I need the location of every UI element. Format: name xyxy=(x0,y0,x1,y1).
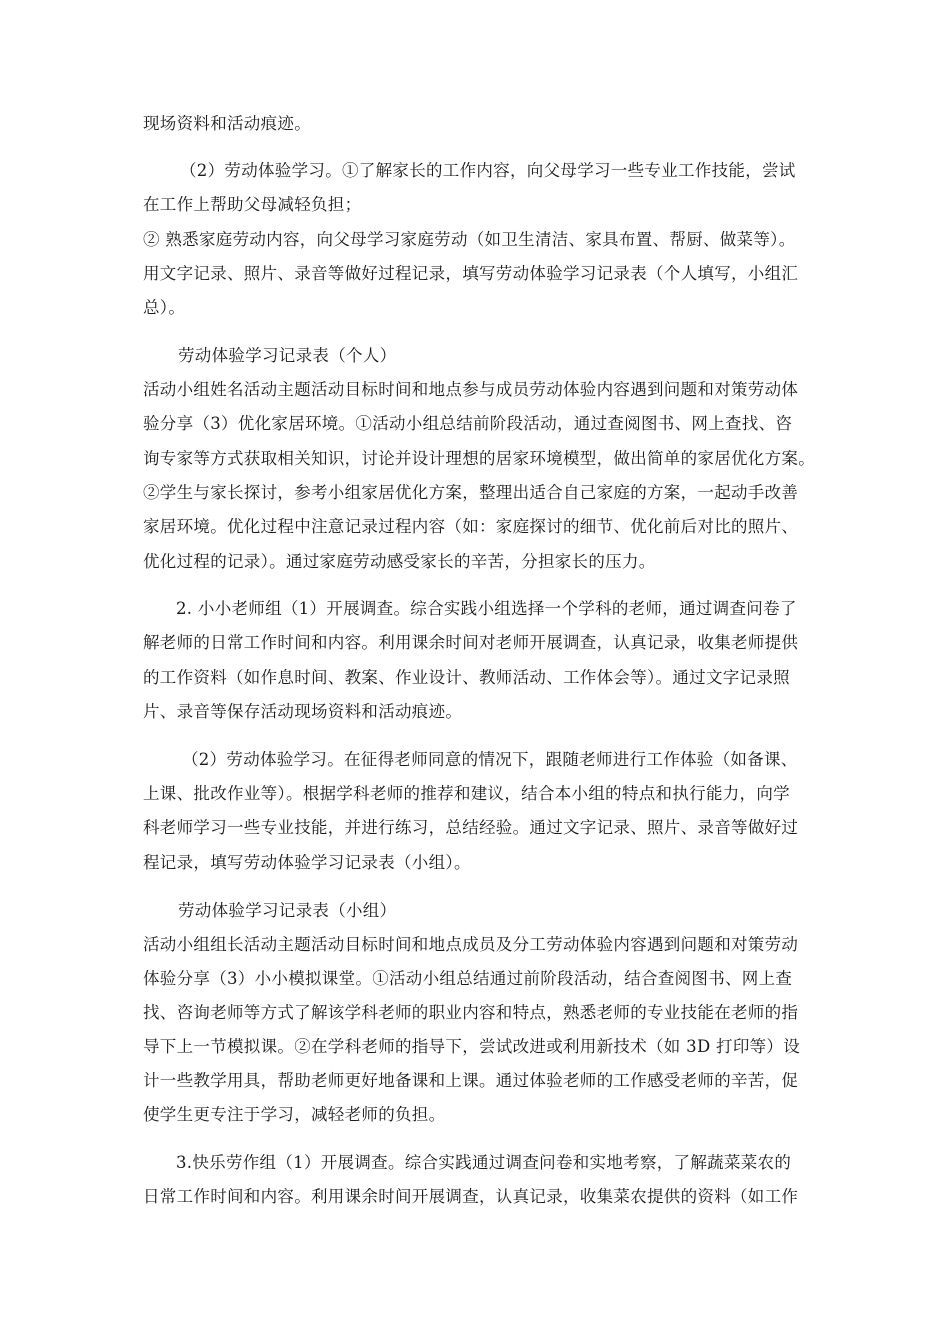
text-line: 活动小组组长活动主题活动目标时间和地点成员及分工劳动体验内容遇到问题和对策劳动 xyxy=(143,935,799,954)
text-line: 验分享（3）优化家居环境。①活动小组总结前阶段活动，通过查阅图书、网上查找、咨 xyxy=(143,414,793,433)
text-line: 活动小组姓名活动主题活动目标时间和地点参与成员劳动体验内容遇到问题和对策劳动体 xyxy=(143,380,799,399)
text-line: 优化过程的记录）。通过家庭劳动感受家长的辛苦，分担家长的压力。 xyxy=(143,552,656,571)
text-line: 询专家等方式获取相关知识，讨论并设计理想的居家环境模型，做出简单的家居优化方案。 xyxy=(143,449,815,468)
text-line: ②学生与家长探讨，参考小组家居优化方案，整理出适合自己家庭的方案，一起动手改善 xyxy=(143,483,799,502)
text-line: 体验分享（3）小小模拟课堂。①活动小组总结通过前阶段活动，结合查阅图书、网上查 xyxy=(143,969,793,988)
text-line: 家居环境。优化过程中注意记录过程内容（如：家庭探讨的细节、优化前后对比的照片、 xyxy=(143,517,799,536)
text-line: 科老师学习一些专业技能，并进行练习，总结经验。通过文字记录、照片、录音等做好过 xyxy=(143,818,799,837)
text-line: 总）。 xyxy=(143,298,186,317)
text-line: 的工作资料（如作息时间、教案、作业设计、教师活动、工作体会等）。通过文字记录照 xyxy=(143,668,790,687)
text-line: 导下上一节模拟课。②在学科老师的指导下，尝试改进或利用新技术（如 3D 打印等）设 xyxy=(143,1037,801,1056)
text-line: 上课、批改作业等）。根据学科老师的推荐和建议，结合本小组的特点和执行能力，向学 xyxy=(143,784,790,803)
text-line: 程记录，填写劳动体验学习记录表（小组）。 xyxy=(143,853,471,872)
text-line: （2）劳动体验学习。在征得老师同意的情况下，跟随老师进行工作体验（如备课、 xyxy=(182,750,798,769)
text-line: （2）劳动体验学习。①了解家长的工作内容，向父母学习一些专业工作技能，尝试 xyxy=(180,161,796,180)
text-line: ② 熟悉家庭劳动内容，向父母学习家庭劳动（如卫生清洁、家具布置、帮厨、做菜等）。 xyxy=(143,230,796,249)
text-line: 用文字记录、照片、录音等做好过程记录，填写劳动体验学习记录表（个人填写，小组汇 xyxy=(143,264,799,283)
text-line: 解老师的日常工作时间和内容。利用课余时间对老师开展调查，认真记录，收集老师提供 xyxy=(143,633,799,652)
text-line: 2. 小小老师组（1）开展调查。综合实践小组选择一个学科的老师，通过调查问卷了 xyxy=(176,599,797,618)
text-line: 片、录音等保存活动现场资料和活动痕迹。 xyxy=(143,702,463,721)
text-line: 现场资料和活动痕迹。 xyxy=(143,114,311,133)
text-line: 计一些教学用具，帮助老师更好地备课和上课。通过体验老师的工作感受老师的辛苦，促 xyxy=(143,1071,799,1090)
table-title-group: 劳动体验学习记录表（小组） xyxy=(178,901,397,920)
text-line: 找、咨询老师等方式了解该学科老师的职业内容和特点，熟悉老师的专业技能在老师的指 xyxy=(143,1003,799,1022)
text-line: 日常工作时间和内容。利用课余时间开展调查，认真记录，收集菜农提供的资料（如工作 xyxy=(143,1187,799,1206)
text-line: 使学生更专注于学习，减轻老师的负担。 xyxy=(143,1105,446,1124)
text-line: 3.快乐劳作组（1）开展调查。综合实践通过调查问卷和实地考察，了解蔬菜菜农的 xyxy=(176,1153,792,1172)
table-title-individual: 劳动体验学习记录表（个人） xyxy=(178,346,397,365)
text-line: 在工作上帮助父母减轻负担； xyxy=(143,195,362,214)
